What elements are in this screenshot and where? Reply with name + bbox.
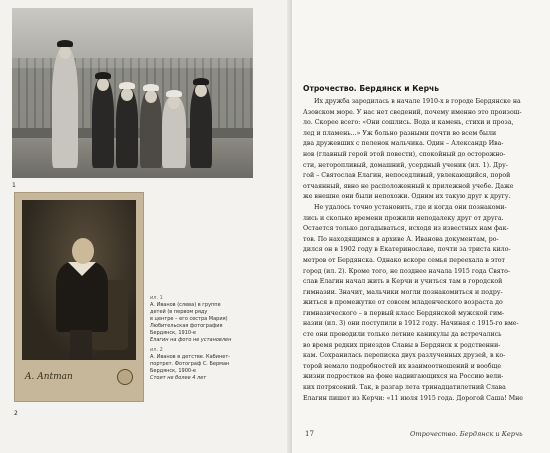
text-line: Не удалось точно установить, где и когда они познакоми-: [314, 203, 507, 211]
body-text: [303, 97, 543, 404]
text-line: во время редких приездов Славы в Бердянск к родственни-: [303, 341, 501, 349]
text-line: лед и пламень...» Уж больно разными почти во всем были: [303, 129, 497, 137]
photo-studio-mark: A. Antman: [25, 367, 133, 387]
text-line: ло. Скорее всего: «Они сошлись. Вода и камень, стихи и проза,: [303, 119, 514, 127]
text-line: дился он в 1902 году в Екатеринославе, почти за триста кило-: [303, 246, 511, 254]
text-line: назии (ил. 3) они поступили в 1912 году. Начиная с 1915-го вме-: [303, 320, 519, 328]
text-line: отчаянный, явно не расположенный к прилежной учебе. Даже: [303, 182, 514, 190]
text-line: сте они проводили только летние каникулы да встречались: [303, 331, 502, 339]
text-line: Их дружба зародилась в начале 1910-х в городе Бердянске на: [314, 98, 521, 105]
text-line: гимназического – в первый класс Бердянской мужской гим-: [303, 309, 505, 317]
photo1-number: 1: [12, 182, 16, 189]
chapter-heading: Отрочество. Бердянск и Керчь: [303, 84, 440, 93]
text-line: лись и сколько времени прожили неподалеку друг от друга.: [303, 214, 504, 222]
text-line: метров от Бердянска. Однако вскоре семья переехала в этот: [303, 256, 506, 264]
text-line: торой немало подробностей их взаимоотношений и вообще: [303, 362, 502, 370]
text-line: гимназии. Значит, мальчики могли познакомиться и подру-: [303, 288, 503, 296]
text-line: два дружевших с пеленок мальчика. Один – Александр Ива-: [303, 140, 504, 148]
photo-captions: [150, 295, 280, 385]
text-line: кам. Сохранилась переписка двух разлученных друзей, в ко-: [303, 352, 506, 360]
text-line: жизни подростков на фоне надвигающихся на Россию вели-: [303, 373, 504, 381]
text-line: ких потрясений. Так, в разгар лета тринадцатилетний Слава: [303, 384, 506, 392]
page-number: 17: [305, 430, 314, 438]
text-line: тов. По находящимся в архиве А. Иванова документам, ро-: [303, 235, 499, 243]
group-photo: [12, 8, 253, 178]
text-line: нов (главный герой этой повести), спокойный до осторожно-: [303, 150, 506, 158]
caption-1: ил. 1 А. Иванов (слева) в группе детей (в первом ряду в центре – его сестра Мария) Любительская фотография Бердянск, 1910-е Елагин на фото не установлен: [150, 295, 232, 343]
text-line: житься в промежутке от совсем младенческого возраста до: [303, 299, 503, 307]
text-line: сти, неторопливый, домашний, усердный ученик (ил. 1). Дру-: [303, 161, 508, 169]
text-line: Азовском море. У нас нет сведений, почему именно это произош-: [303, 108, 522, 116]
text-line: город (ил. 2). Кроме того, не позднее начала 1915 года Свято-: [303, 267, 511, 275]
photo2-number: 2: [14, 410, 18, 417]
text-line: гой – Святослав Елагин, непоседливый, увлекающийся, порой: [303, 172, 511, 180]
portrait-photo: [14, 192, 144, 402]
caption-2: ил. 2 А. Иванов в детстве. Кабинет- портрет. Фотограф С. Берман Бердянск, 1900-е Стоит не более 4 лет: [150, 347, 231, 381]
text-line: Елагин пишет из Керчи: «11 июля 1915 года. Дорогой Саша! Мне: [303, 394, 523, 402]
text-line: же внешне они были непохожи. Одним их такую друг к другу.: [303, 193, 511, 201]
running-title: Отрочество. Бердянск и Керчь: [410, 430, 523, 438]
studio-seal-icon: [117, 369, 133, 385]
text-line: Остается только догадываться, исходя из известных нам фак-: [303, 225, 509, 233]
text-line: слав Елагин начал жить в Керчи и учиться там в городской: [303, 278, 503, 286]
